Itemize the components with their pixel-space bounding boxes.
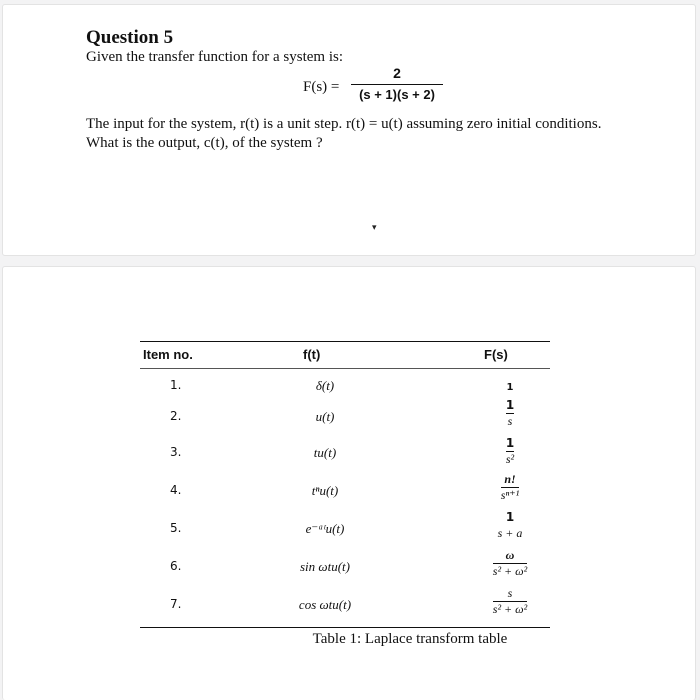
row-4-ft: tⁿu(t) xyxy=(311,483,339,498)
row-7-fs: $\frac{s}{\text{s² + ω²}}$ xyxy=(492,586,528,616)
equation-numerator: 2 xyxy=(393,65,401,81)
header-fs: F(s) xyxy=(484,347,508,362)
row-4-no: 4. xyxy=(170,483,182,497)
row-2-fs: $\frac{1}{s}$ xyxy=(505,398,515,428)
equation-lhs: F(s) = xyxy=(303,79,340,95)
row-6-fs: $\frac{\omega}{\text{s² + ω²}}$ xyxy=(492,548,528,578)
header-ft: f(t) xyxy=(303,347,321,362)
row-7-ft: cos ωtu(t) xyxy=(298,597,352,612)
question-paragraph-line1: The input for the system, r(t) is a unit step. r(t) = u(t) assuming zero initial conditions. xyxy=(86,116,602,132)
row-6-no: 6. xyxy=(170,559,182,573)
row-6-ft: sin ωtu(t) xyxy=(300,559,350,574)
row-3-fs: $\frac{1}{\text{s²}}$ xyxy=(505,436,515,466)
row-1-ft: δ(t) xyxy=(315,378,335,393)
question-intro: Given the transfer function for a system is: xyxy=(86,49,344,65)
row-5-fs: 1 s + a xyxy=(497,510,523,540)
table-caption: Table 1: Laplace transform table xyxy=(312,631,508,647)
row-2-no: 2. xyxy=(170,409,182,423)
row-2-ft: u(t) xyxy=(315,409,335,424)
header-item-no: Item no. xyxy=(143,347,193,362)
question-paragraph xyxy=(86,115,676,153)
row-7-no: 7. xyxy=(170,597,182,611)
row-5-no: 5. xyxy=(170,521,182,535)
question-paragraph-line2: What is the output, c(t), of the system ? xyxy=(86,135,323,151)
row-1-fs: 1 xyxy=(506,382,514,393)
question-card xyxy=(2,4,696,256)
equation-denominator: (s + 1)(s + 2) xyxy=(359,87,435,102)
row-3-no: 3. xyxy=(170,445,182,459)
mouse-cursor-icon: ▾ xyxy=(372,222,377,232)
question-title: Question 5 xyxy=(86,27,174,48)
row-1-no: 1. xyxy=(170,378,182,392)
row-3-ft: tu(t) xyxy=(313,445,337,460)
laplace-table-card xyxy=(2,266,696,700)
row-5-ft: e⁻ᵃᵗu(t) xyxy=(305,521,345,536)
equation-fraction xyxy=(351,65,443,102)
row-4-fs: $\frac{n!}{\text{sⁿ⁺¹}}$ xyxy=(500,472,520,502)
